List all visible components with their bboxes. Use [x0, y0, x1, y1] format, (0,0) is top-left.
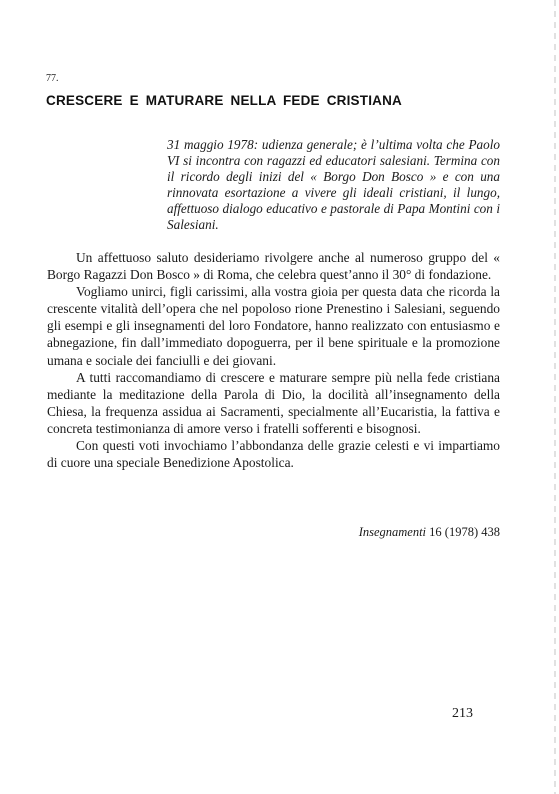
intro-note: 31 maggio 1978: udienza generale; è l’ultima volta che Paolo VI si incontra con ragazzi ed educatori salesiani. Termina con il ricordo degli inizi del « Borgo Don Bosco » e con una rinnovata esortazione a vivere gli ideali cristiani, il lungo, affettuoso dialogo educativo e pastorale di Papa Montini con i Salesiani.: [167, 137, 500, 232]
document-title: CRESCERE E MATURARE NELLA FEDE CRISTIANA: [46, 93, 403, 108]
paragraph: A tutti raccomandiamo di crescere e maturare sempre più nella fede cristiana mediante la meditazione della Parola di Dio, la docilità all’insegnamento della Chiesa, la frequenza assidua ai Sacramenti, specialmente all’Eucaristia, la fattiva e concreta testimonianza di amore verso i fratelli sofferenti e bisognosi.: [47, 369, 500, 436]
citation-work: Insegnamenti: [358, 525, 427, 539]
page-number: 213: [452, 706, 473, 721]
citation: [359, 525, 500, 540]
citation-reference: 16 (1978) 438: [429, 525, 500, 539]
scan-edge-divider: [554, 0, 556, 794]
document-number: 77.: [46, 73, 59, 84]
paragraph: Con questi voti invochiamo l’abbondanza delle grazie celesti e vi impartiamo di cuore una speciale Benedizione Apostolica.: [47, 438, 500, 471]
paragraph: Un affettuoso saluto desideriamo rivolgere anche al numeroso gruppo del « Borgo Ragazzi Don Bosco » di Roma, che celebra quest’anno il 30° di fondazione.: [47, 250, 500, 283]
paragraph: Vogliamo unirci, figli carissimi, alla vostra gioia per questa data che ricorda la crescente vitalità dell’opera che nel popoloso rione Prenestino i Salesiani, seguendo gli esempi e gli insegnamenti del loro Fondatore, hanno realizzato con entusiasmo e abnegazione, fin dall’immediato dopoguerra, per il bene spirituale e la promozione umana e sociale dei fanciulli e dei giovani.: [47, 284, 500, 368]
body-text: [47, 249, 500, 471]
